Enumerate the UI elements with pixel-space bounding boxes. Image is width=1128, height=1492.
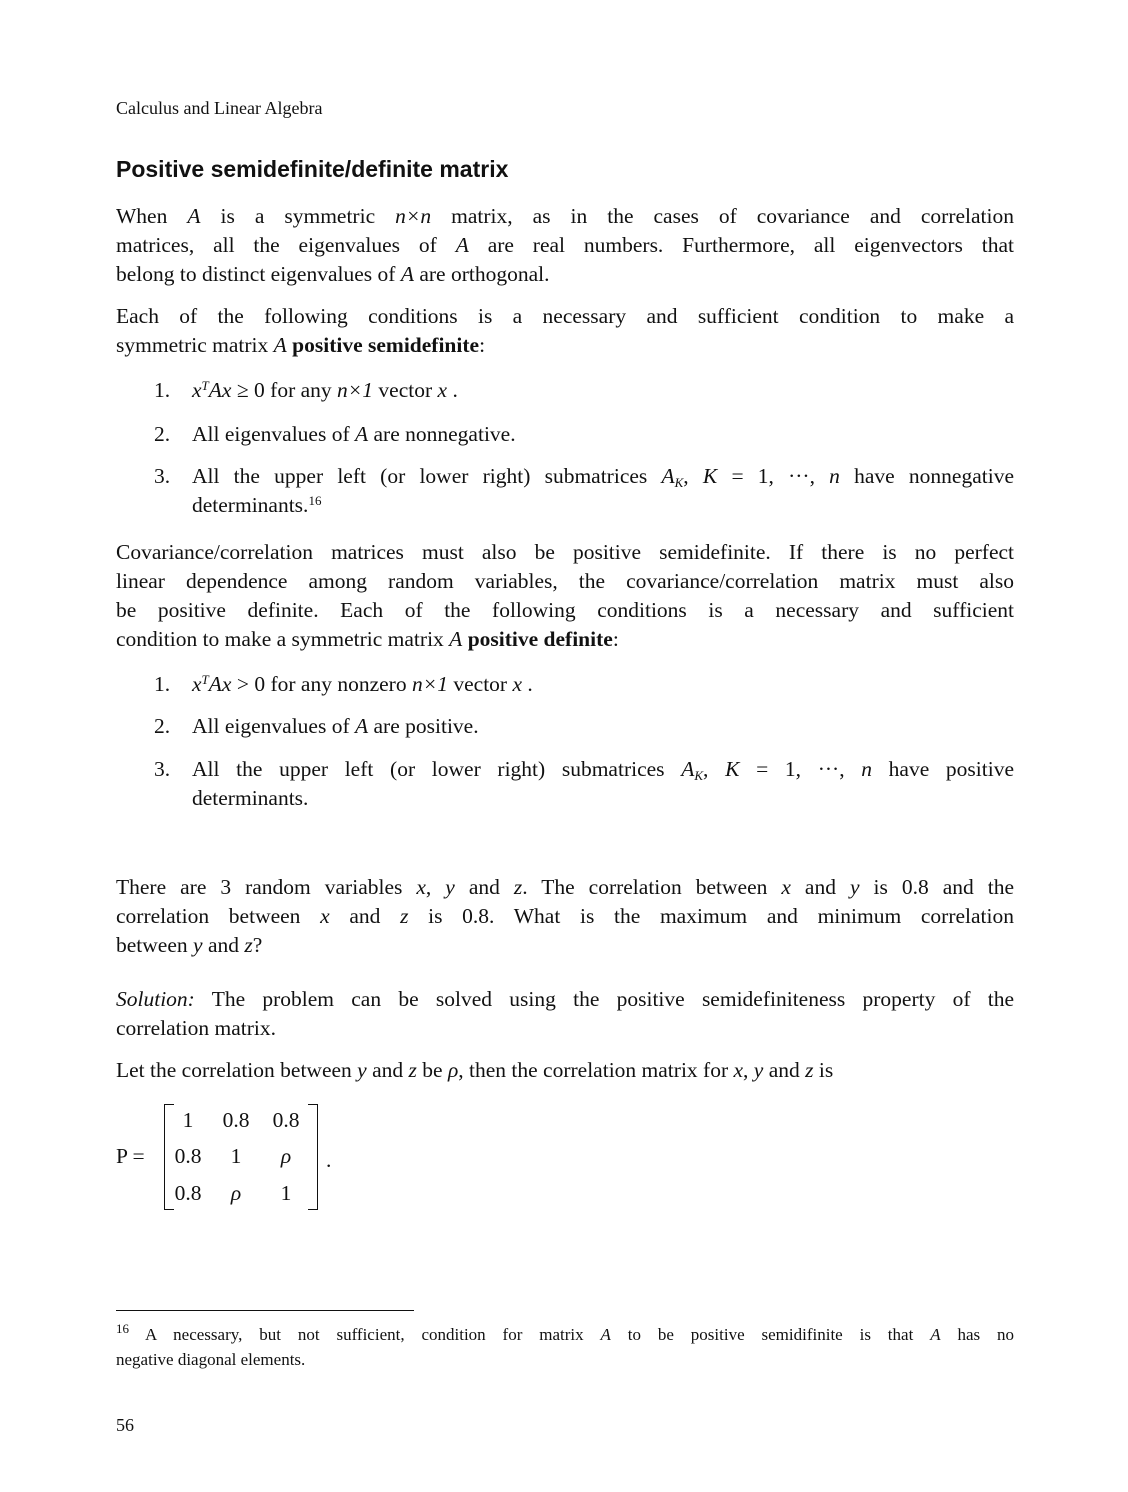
math-var: z [805, 1058, 814, 1082]
text: , then the correlation matrix for [458, 1058, 734, 1082]
math-var: y [849, 875, 860, 899]
list-number: 1. [154, 378, 171, 402]
semidefinite-intro-paragraph [116, 302, 1014, 360]
math-rel: > 0 [231, 672, 266, 696]
text: . [522, 672, 533, 696]
right-bracket [308, 1104, 318, 1210]
math-sub: K [674, 474, 684, 490]
text: have positive [872, 757, 1015, 781]
text: are orthogonal. [413, 262, 550, 286]
text: The problem can be solved using the positive semidefiniteness property of the [194, 987, 1014, 1011]
text: All the upper left (or lower right) submatrices [192, 464, 662, 488]
text: , [683, 464, 703, 488]
math-expr: n×1 [337, 378, 374, 402]
matrix-period: . [326, 1148, 332, 1172]
solution-label: Solution: [116, 987, 195, 1011]
math-var: A [355, 422, 369, 446]
math-var: ρ [447, 1058, 459, 1082]
text: determinants. [192, 786, 309, 810]
text: linear dependence among random variables, the covariance/correlation matrix must also [116, 569, 1014, 593]
text: for any nonzero [265, 672, 412, 696]
text: All the upper left (or lower right) submatrices [192, 757, 682, 781]
text: : [612, 627, 619, 651]
math-var: x [192, 672, 202, 696]
text: vector [447, 672, 513, 696]
text: to be positive semidifinite is that [610, 1325, 931, 1344]
math-var: z [244, 933, 253, 957]
text: be [416, 1058, 448, 1082]
math-sup: T [201, 671, 209, 687]
matrix-cell: 1 [230, 1144, 242, 1168]
text: are real numbers. Furthermore, all eigenvectors that [468, 233, 1014, 257]
text: symmetric matrix [116, 333, 274, 357]
text: is 0.8. What is the maximum and minimum correlation [408, 904, 1014, 928]
text: are nonnegative. [368, 422, 516, 446]
text: have nonnegative [839, 464, 1014, 488]
math-var: y [753, 1058, 764, 1082]
matrix-cell: 0.8 [272, 1108, 300, 1132]
text: determinants. [192, 493, 309, 517]
math-expr: = 1, ···, [717, 464, 830, 488]
math-var: x [437, 378, 448, 402]
text: and [790, 875, 850, 899]
math-var: A [681, 757, 695, 781]
footnote-rule [116, 1310, 414, 1311]
matrix-label: P = [116, 1144, 145, 1168]
math-var: z [400, 904, 409, 928]
math-var: x [512, 672, 522, 696]
math-var: y [193, 933, 203, 957]
text: A necessary, but not sufficient, condition for matrix [129, 1325, 601, 1344]
text: , [425, 875, 446, 899]
text: Covariance/correlation matrices must also be positive semidefinite. If there is no perfect [116, 540, 1014, 564]
text: matrix, as in the cases of covariance and correlation [431, 204, 1015, 228]
text: There are 3 random variables [116, 875, 417, 899]
text: and [329, 904, 401, 928]
math-var: y [445, 875, 455, 899]
matrix-cell: 0.8 [174, 1144, 202, 1168]
text: All eigenvalues of [192, 714, 355, 738]
definite-intro-paragraph [116, 538, 1014, 654]
math-var: x [192, 378, 202, 402]
text: . The correlation between [522, 875, 782, 899]
correlation-matrix [116, 1104, 376, 1214]
text: ? [252, 933, 263, 957]
text: and [454, 875, 514, 899]
math-var: A [400, 262, 414, 286]
list-number: 3. [154, 464, 171, 488]
math-var: y [357, 1058, 367, 1082]
math-sup: T [201, 377, 209, 393]
text: is [813, 1058, 834, 1082]
math-var: A [273, 333, 287, 357]
text: Each of the following conditions is a necessary and sufficient condition to make a [116, 304, 1014, 328]
math-var: x [781, 875, 791, 899]
text: : [479, 333, 486, 357]
math-var: x [320, 904, 330, 928]
list-number: 3. [154, 757, 171, 781]
running-head: Calculus and Linear Algebra [116, 98, 323, 118]
text: . [447, 378, 458, 402]
list-number: 1. [154, 672, 171, 696]
text: , [743, 1058, 754, 1082]
problem-paragraph [116, 873, 1014, 960]
math-var: n [829, 464, 840, 488]
math-var: A [455, 233, 469, 257]
section-title: Positive semidefinite/definite matrix [116, 156, 509, 182]
text: , [703, 757, 726, 781]
text: are positive. [368, 714, 479, 738]
text: for any [264, 378, 338, 402]
page-number: 56 [116, 1415, 134, 1435]
math-expr: n×1 [411, 672, 448, 696]
math-var: n [861, 757, 872, 781]
math-var: Ax [208, 672, 232, 696]
text: matrices, all the eigenvalues of [116, 233, 456, 257]
math-var: A [600, 1325, 611, 1344]
math-var: Ax [208, 378, 232, 402]
math-var: A [355, 714, 369, 738]
math-expr: = 1, ···, [739, 757, 862, 781]
text: When [116, 204, 188, 228]
matrix-cell: ρ [230, 1181, 242, 1205]
text: correlation matrix. [116, 1016, 276, 1040]
math-rel: ≥ 0 [231, 378, 265, 402]
math-var: x [416, 875, 426, 899]
text: and [763, 1058, 806, 1082]
text: has no [940, 1325, 1014, 1344]
text: is a symmetric [200, 204, 396, 228]
bold-term: positive semidefinite [292, 333, 480, 357]
text: is 0.8 and the [859, 875, 1015, 899]
solution-paragraph [116, 985, 1014, 1043]
text: vector [373, 378, 438, 402]
math-var: A [661, 464, 675, 488]
list-number: 2. [154, 422, 171, 446]
list-number: 2. [154, 714, 171, 738]
math-var: K [702, 464, 718, 488]
matrix-cell: 1 [182, 1108, 194, 1132]
math-var: A [449, 627, 463, 651]
text: belong to distinct eigenvalues of [116, 262, 401, 286]
matrix-cell: 0.8 [222, 1108, 250, 1132]
text: condition to make a symmetric matrix [116, 627, 450, 651]
matrix-cell: 1 [280, 1181, 292, 1205]
text: be positive definite. Each of the following conditions is a necessary and sufficient [116, 598, 1014, 622]
bold-term: positive definite [467, 627, 613, 651]
text: All eigenvalues of [192, 422, 355, 446]
math-expr: n×n [395, 204, 432, 228]
math-var: z [408, 1058, 417, 1082]
math-var: K [725, 757, 740, 781]
math-var: A [187, 204, 201, 228]
text: correlation between [116, 904, 321, 928]
intro-paragraph [116, 202, 1014, 289]
let-line [116, 1056, 1014, 1085]
math-var: z [513, 875, 523, 899]
math-var: x [733, 1058, 744, 1082]
text: Let the correlation between [116, 1058, 358, 1082]
text: and [202, 933, 245, 957]
matrix-cell: 0.8 [174, 1181, 202, 1205]
math-var: A [930, 1325, 941, 1344]
text: between [116, 933, 194, 957]
footnote-ref[interactable]: 16 [308, 492, 322, 508]
footnote-mark: 16 [116, 1320, 129, 1336]
text: and [366, 1058, 409, 1082]
matrix-cell: ρ [280, 1144, 292, 1168]
text: negative diagonal elements. [116, 1350, 306, 1369]
footnote [116, 1322, 1014, 1372]
math-sub: K [694, 767, 704, 783]
